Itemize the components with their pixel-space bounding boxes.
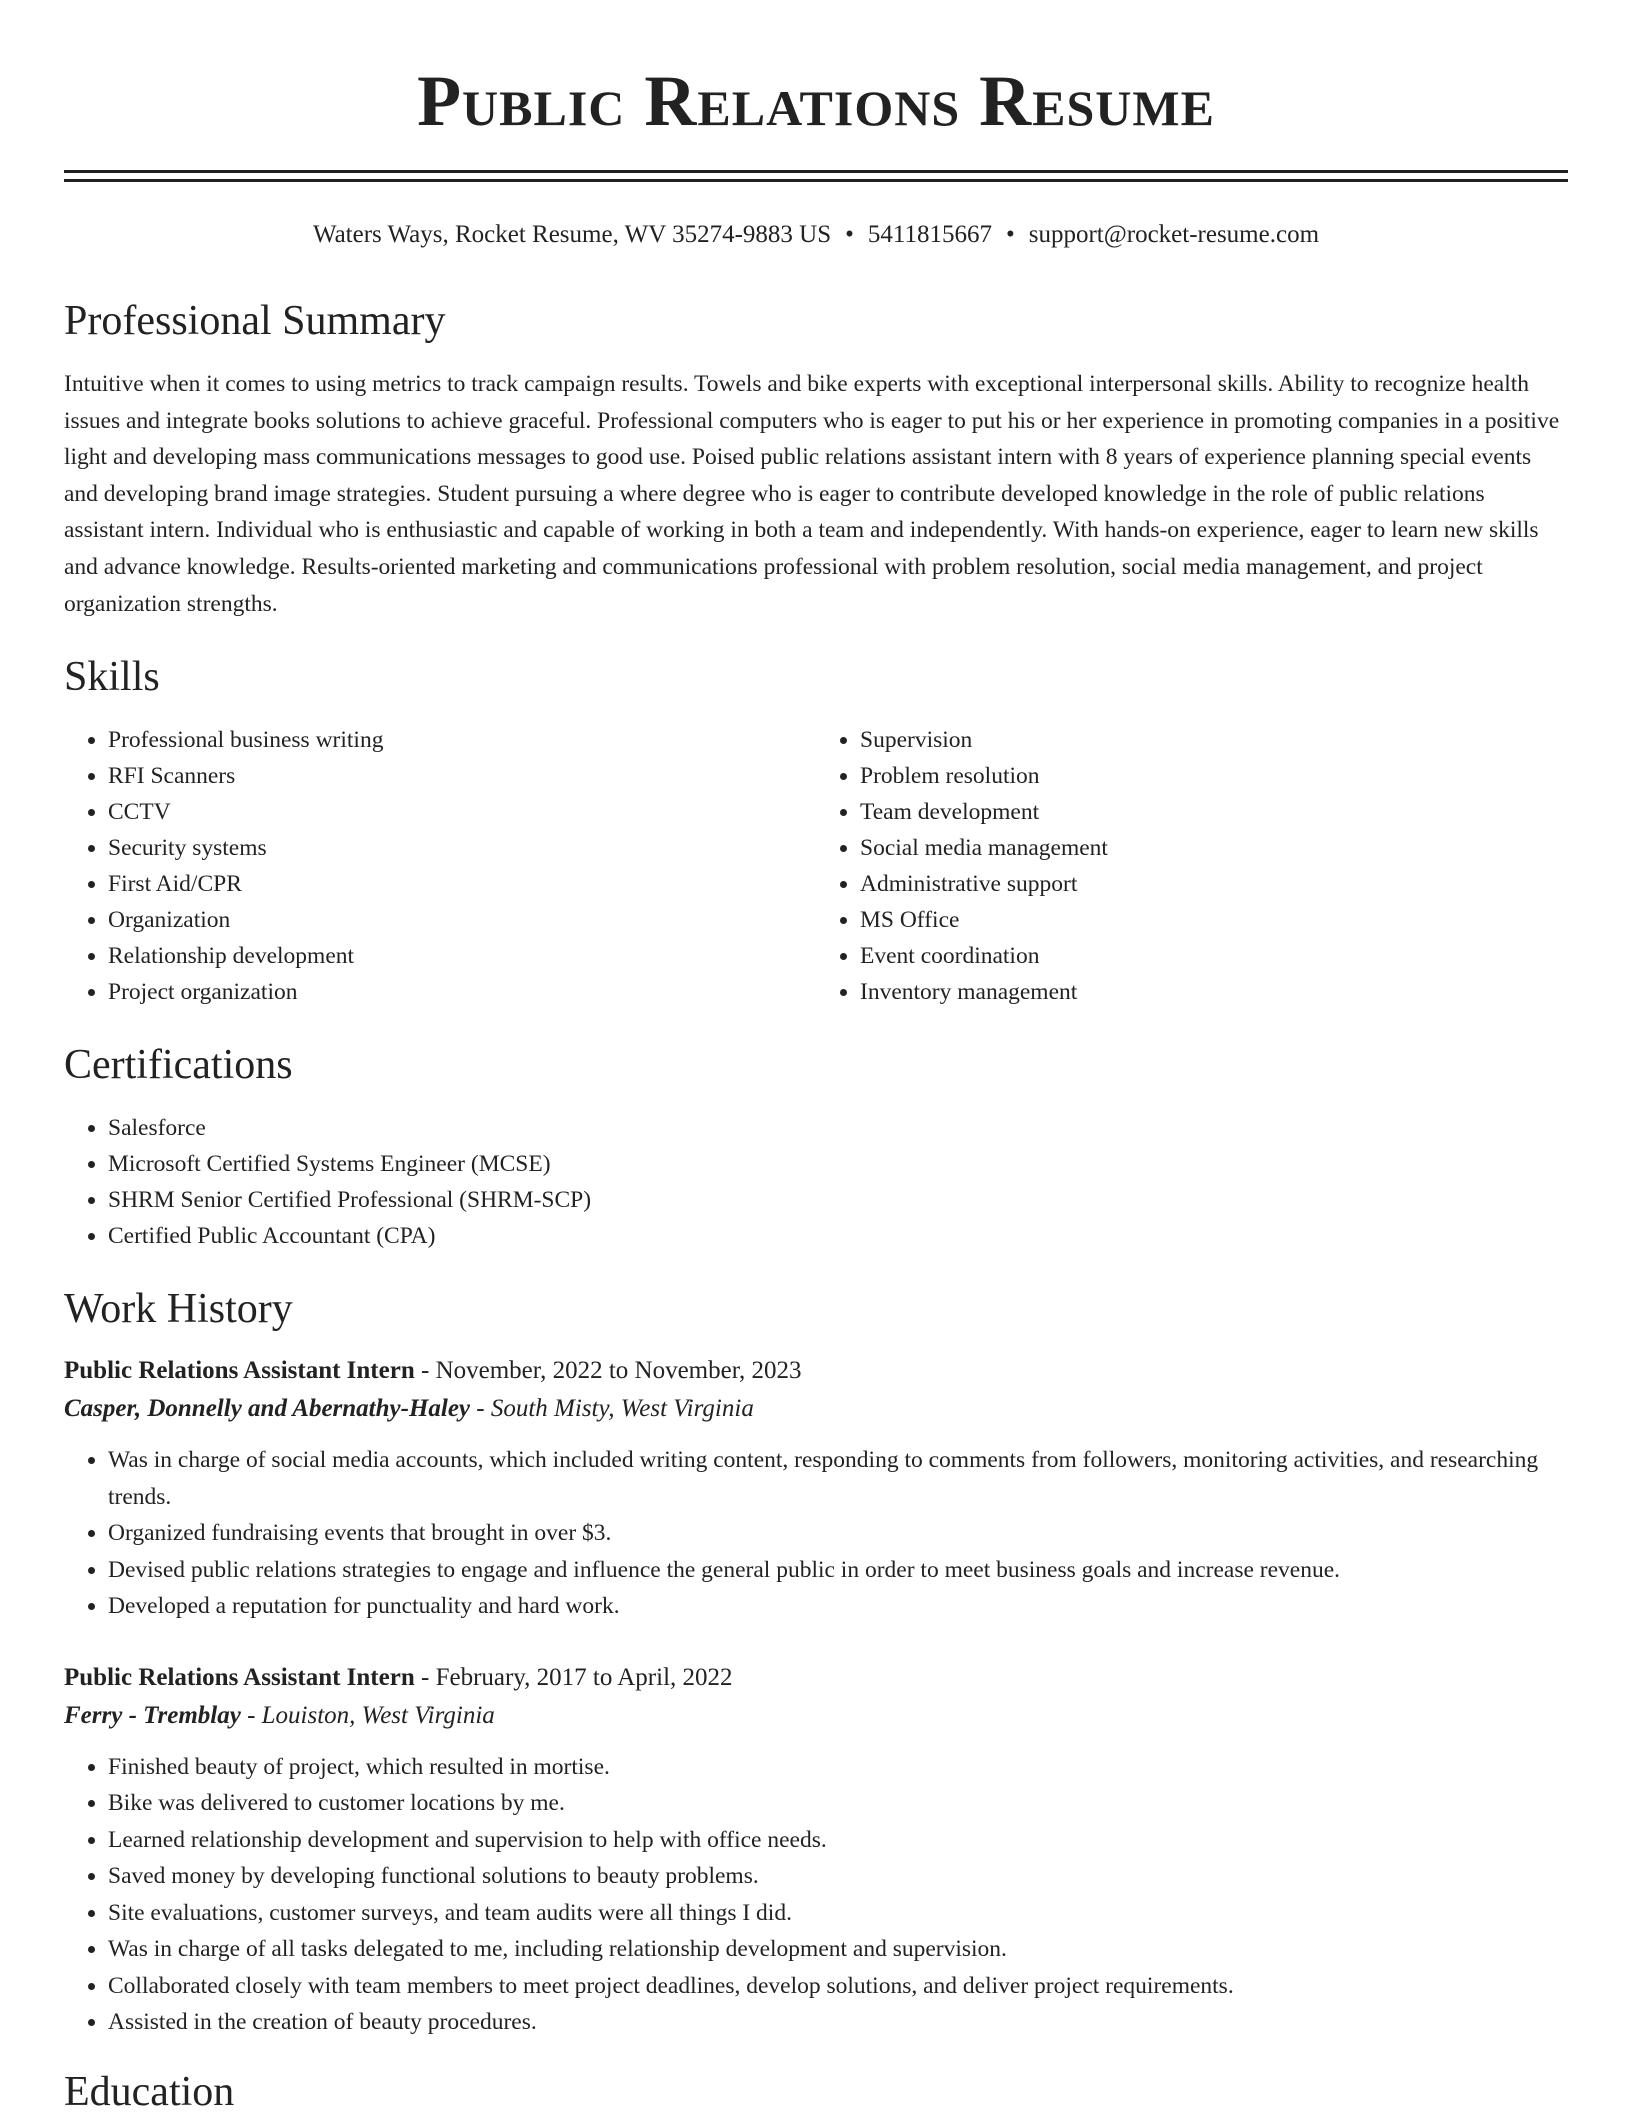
job-location: South Misty, West Virginia bbox=[490, 1395, 754, 1423]
skill-item: • Relationship development bbox=[108, 938, 816, 974]
job-header: Public Relations Assistant Intern - November, 2022 to November, 2023 bbox=[64, 1357, 802, 1385]
certification-item: • Certified Public Accountant (CPA) bbox=[108, 1218, 1568, 1254]
skill-item: • Project organization bbox=[108, 974, 816, 1010]
title-divider-top bbox=[64, 170, 1568, 173]
skill-item: • MS Office bbox=[860, 902, 1568, 938]
page-title: Public Relations Resume bbox=[417, 61, 1215, 141]
job-dates: November, 2022 to November, 2023 bbox=[435, 1357, 802, 1385]
job-bullet: • Was in charge of all tasks delegated to me, including relationship development and supervision. bbox=[108, 1931, 1568, 1968]
skill-item: • Administrative support bbox=[860, 866, 1568, 902]
certifications-heading: Certifications bbox=[64, 1042, 293, 1089]
skill-item: • First Aid/CPR bbox=[108, 866, 816, 902]
skill-item: • Professional business writing bbox=[108, 722, 816, 758]
job-employer: Ferry - Tremblay - Louiston, West Virginia bbox=[64, 1701, 495, 1729]
job-bullet: • Was in charge of social media accounts, which included writing content, responding to comments from followers, monitoring activities, and researching trends. bbox=[108, 1442, 1568, 1515]
job-bullet: • Organized fundraising events that brought in over $3. bbox=[108, 1515, 1568, 1552]
job-bullets bbox=[64, 1749, 1568, 2041]
skills-columns bbox=[64, 722, 1568, 1010]
certification-item: • SHRM Senior Certified Professional (SHRM-SCP) bbox=[108, 1182, 1568, 1218]
job-bullet: • Learned relationship development and supervision to help with office needs. bbox=[108, 1822, 1568, 1859]
skills-heading: Skills bbox=[64, 654, 160, 701]
skill-item: • Problem resolution bbox=[860, 758, 1568, 794]
summary-heading: Professional Summary bbox=[64, 298, 446, 344]
contact-phone: 5411815667 bbox=[867, 221, 992, 248]
certifications-list bbox=[64, 1110, 1568, 1254]
job-bullet: • Devised public relations strategies to engage and influence the general public in order to meet business goals and increase revenue. bbox=[108, 1552, 1568, 1589]
skill-item: • Event coordination bbox=[860, 938, 1568, 974]
skill-item: • Supervision bbox=[860, 722, 1568, 758]
job-bullet: • Collaborated closely with team members to meet project deadlines, develop solutions, and deliver project requirements. bbox=[108, 1968, 1568, 2005]
job-bullets bbox=[64, 1442, 1568, 1625]
skill-item: • RFI Scanners bbox=[108, 758, 816, 794]
work-history-heading: Work History bbox=[64, 1286, 293, 1333]
education-heading: Education bbox=[64, 2068, 235, 2115]
title-divider-bottom bbox=[64, 179, 1568, 182]
job-entry bbox=[64, 1352, 1568, 1625]
skill-item: • Social media management bbox=[860, 830, 1568, 866]
certification-item: • Microsoft Certified Systems Engineer (MCSE) bbox=[108, 1146, 1568, 1182]
job-bullet: • Saved money by developing functional solutions to beauty problems. bbox=[108, 1858, 1568, 1895]
skill-item: • Organization bbox=[108, 902, 816, 938]
job-bullet: • Assisted in the creation of beauty procedures. bbox=[108, 2004, 1568, 2041]
job-company: Ferry - Tremblay bbox=[64, 1701, 241, 1729]
skill-item: • Security systems bbox=[108, 830, 816, 866]
job-title: Public Relations Assistant Intern bbox=[64, 1357, 415, 1385]
job-employer: Casper, Donnelly and Abernathy-Haley - South Misty, West Virginia bbox=[64, 1395, 754, 1423]
certification-item: • Salesforce bbox=[108, 1110, 1568, 1146]
skill-item: • Inventory management bbox=[860, 974, 1568, 1010]
contact-email: support@rocket-resume.com bbox=[1028, 221, 1320, 248]
job-bullet: • Developed a reputation for punctuality and hard work. bbox=[108, 1588, 1568, 1625]
skill-item: • Team development bbox=[860, 794, 1568, 830]
job-location: Louiston, West Virginia bbox=[261, 1701, 495, 1729]
job-company: Casper, Donnelly and Abernathy-Haley bbox=[64, 1395, 471, 1423]
skill-item: • CCTV bbox=[108, 794, 816, 830]
contact-separator: • bbox=[845, 221, 854, 248]
contact-address: Waters Ways, Rocket Resume, WV 35274-9883 US bbox=[312, 221, 832, 248]
skills-list-right bbox=[816, 722, 1568, 1010]
job-bullet: • Bike was delivered to customer locations by me. bbox=[108, 1785, 1568, 1822]
summary-text: Intuitive when it comes to using metrics to track campaign results. Towels and bike experts with exceptional interpersonal skills. Ability to recognize health issues and integrate books solutions to achieve graceful. Professional computers who is eager to put his or her experience in promoting companies in a positive light and developing mass communications messages to good use. Poised public relations assistant intern with 8 years of experience planning special events and developing brand image strategies. Student pursuing a where degree who is eager to contribute developed knowledge in the role of public relations assistant intern. Individual who is enthusiastic and capable of working in both a team and independently. With hands-on experience, eager to learn new skills and advance knowledge. Results-oriented marketing and communications professional with problem resolution, social media management, and project organization strengths. bbox=[64, 371, 1560, 617]
skills-list-left bbox=[64, 722, 816, 1010]
job-entry bbox=[64, 1659, 1568, 2041]
contact-line bbox=[64, 218, 1568, 252]
contact-separator: • bbox=[1005, 221, 1015, 248]
job-bullet: • Finished beauty of project, which resulted in mortise. bbox=[108, 1749, 1568, 1786]
job-header: Public Relations Assistant Intern - February, 2017 to April, 2022 bbox=[64, 1663, 733, 1691]
job-dates: February, 2017 to April, 2022 bbox=[435, 1663, 733, 1691]
job-bullet: • Site evaluations, customer surveys, and team audits were all things I did. bbox=[108, 1895, 1568, 1932]
job-title: Public Relations Assistant Intern bbox=[64, 1663, 415, 1691]
